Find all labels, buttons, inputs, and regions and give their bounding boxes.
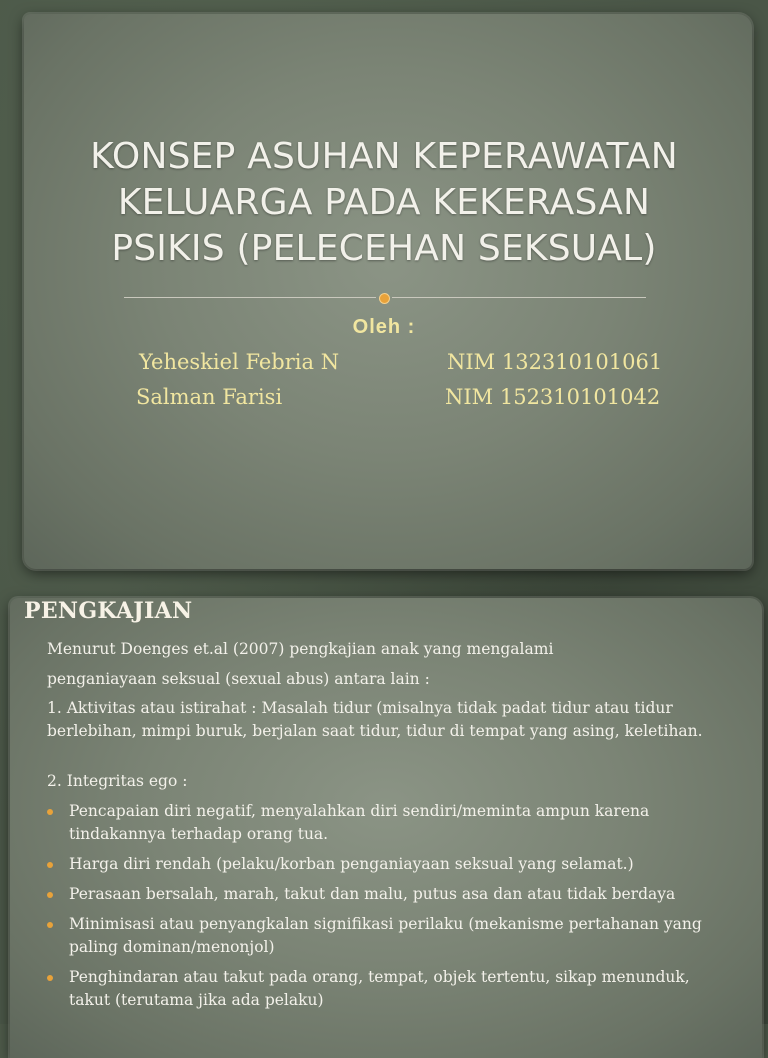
divider-dot	[379, 293, 390, 304]
bullet-list	[47, 800, 727, 1019]
author-nim-2: NIM 152310101042	[445, 385, 661, 409]
item-aktivitas: 1. Aktivitas atau istirahat : Masalah tidur (misalnya tidak padat tidur atau tidur berlebihan, mimpi buruk, berjalan saat tidur, tidur di tempat yang asing, keletihan.	[47, 699, 703, 740]
intro-line-1: Menurut Doenges et.al (2007) pengkajian anak yang mengalami	[47, 640, 554, 658]
title-line-1: KONSEP ASUHAN KEPERAWATAN	[90, 136, 678, 177]
author-nim-1: NIM 132310101061	[447, 350, 663, 374]
title-line-3: PSIKIS (PELECEHAN SEKSUAL)	[111, 228, 657, 269]
bullet-icon	[47, 862, 53, 868]
intro-line-2: penganiayaan seksual (sexual abus) antara lain :	[47, 670, 430, 688]
pengkajian-slide	[0, 590, 768, 1024]
list-item: Harga diri rendah (pelaku/korban penganiayaan seksual yang selamat.)	[47, 853, 727, 876]
bullet-icon	[47, 892, 53, 898]
item-integritas: 2. Integritas ego :	[47, 772, 188, 790]
author-name-2: Salman Farisi	[136, 385, 283, 409]
oleh-label: Oleh :	[352, 316, 416, 338]
slide-paper	[24, 14, 752, 569]
slide-heading: PENGKAJIAN	[24, 598, 193, 624]
divider-left	[124, 297, 376, 298]
bullet-icon	[47, 922, 53, 928]
slide-title	[40, 134, 728, 272]
bullet-icon	[47, 975, 53, 981]
list-item: Penghindaran atau takut pada orang, tempat, objek tertentu, sikap menunduk, takut (terutama jika ada pelaku)	[47, 966, 727, 1012]
bullet-icon	[47, 809, 53, 815]
divider-right	[392, 297, 646, 298]
list-item: Minimisasi atau penyangkalan signifikasi perilaku (mekanisme pertahanan yang paling dominan/menonjol)	[47, 913, 727, 959]
list-item: Pencapaian diri negatif, menyalahkan diri sendiri/meminta ampun karena tindakannya terhadap orang tua.	[47, 800, 727, 846]
list-item: Perasaan bersalah, marah, takut dan malu, putus asa dan atau tidak berdaya	[47, 883, 727, 906]
title-line-2: KELUARGA PADA KEKERASAN	[117, 182, 651, 223]
author-name-1: Yeheskiel Febria N	[139, 350, 340, 374]
